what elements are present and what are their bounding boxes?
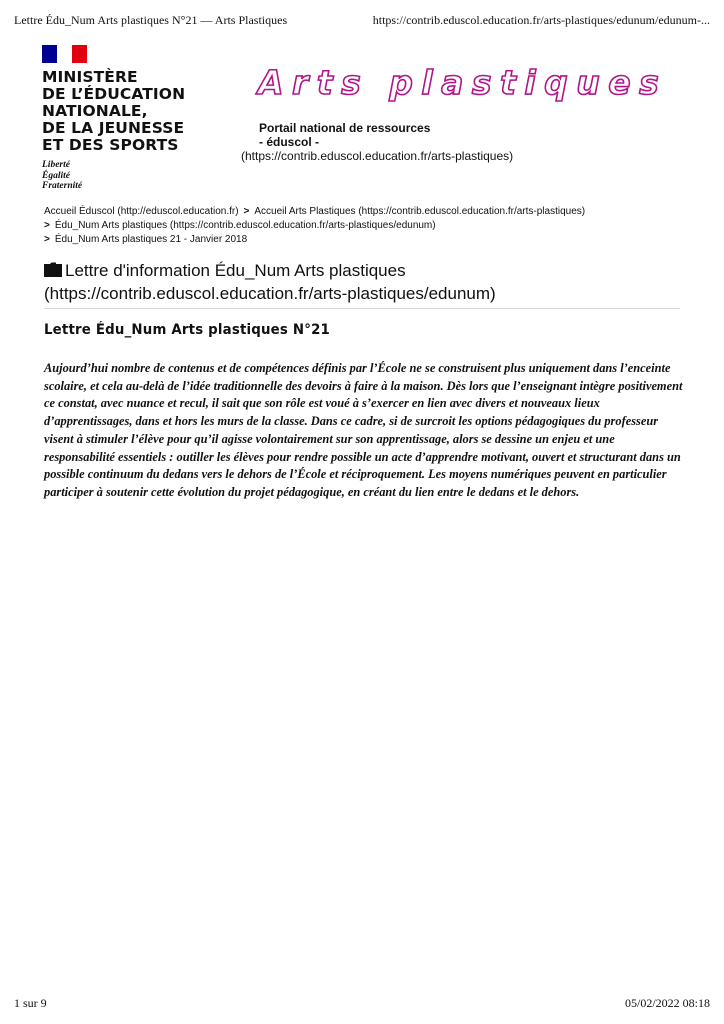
print-datetime: 05/02/2022 08:18 — [624, 996, 710, 1010]
page-number: 1 sur 9 — [14, 996, 47, 1010]
breadcrumb-arts-plastiques-home[interactable]: Accueil Arts Plastiques (https://contrib.eduscol.education.fr/arts-plastiques) — [254, 206, 586, 217]
portal-url: (https://contrib.eduscol.education.fr/arts-plastiques) — [241, 149, 514, 163]
breadcrumb-separator: > — [44, 234, 50, 245]
ministry-name: MINISTÈRE DE L’ÉDUCATION NATIONALE, DE LA JEUNESSE ET DES SPORTS — [42, 68, 186, 154]
breadcrumb — [44, 205, 684, 247]
site-title[interactable]: Arts plastiques — [258, 63, 668, 102]
breadcrumb-separator: > — [44, 220, 50, 231]
portal-link[interactable] — [228, 121, 518, 163]
divider — [44, 308, 680, 309]
article-intro — [44, 360, 684, 502]
section-heading[interactable] — [44, 260, 684, 305]
republic-motto: Liberté Égalité Fraternité — [42, 160, 83, 191]
intro-paragraph: Aujourd’hui nombre de contenus et de compétences définis par l’École ne se construisent plus uniquement dans l’enceinte scolaire, et cela au-delà de l’idée traditionnelle des devoirs à faire à la maison. Dès lors que l’enseignant intègre positivement ce constat, avec nuance et recul, il sait que son rôle est voué à s’exercer en lien avec divers et nouveaux lieux d’apprentissages, dans et hors les murs de la classe. Dans ce cadre, si de surcroit les options pédagogiques du professeur visent à stimuler l’élève pour qu’il agisse volontairement sur son apprentissage, alors se dessine un enjeu et une responsabilité essentiels : outiller les élèves pour rendre possible un acte d’apprendre motivant, ouvert et structurant dans un possible continuum du dedans vers le dehors de l’École et réciproquement. Les moyens numériques peuvent en particulier participer à soutenir cette évolution du projet pédagogique, en créant du lien entre le dedans et le dehors. — [44, 361, 683, 499]
breadcrumb-separator: > — [243, 206, 250, 217]
breadcrumb-eduscol-home[interactable]: Accueil Éduscol (http://eduscol.education.fr) — [44, 206, 239, 217]
breadcrumb-edunum[interactable]: Édu_Num Arts plastiques (https://contrib.eduscol.education.fr/arts-plastiques/edunum) — [54, 220, 436, 231]
section-heading-text: Lettre d'information Édu_Num Arts plastiques (https://contrib.eduscol.education.fr/arts-plastiques/edunum) — [44, 261, 496, 303]
breadcrumb-current: Édu_Num Arts plastiques 21 - Janvier 2018 — [54, 234, 248, 245]
article-title: Lettre Édu_Num Arts plastiques N°21 — [44, 322, 331, 338]
portal-line-1: Portail national de ressources — [259, 121, 431, 135]
folder-icon — [44, 261, 62, 283]
print-header-url: https://contrib.eduscol.education.fr/arts-plastiques/edunum/edunum-... — [372, 13, 710, 27]
print-header-title: Lettre Édu_Num Arts plastiques N°21 — Arts Plastiques — [14, 13, 288, 27]
portal-line-2: - éduscol - — [259, 135, 320, 149]
french-flag-icon — [42, 45, 87, 63]
ministry-logo[interactable] — [42, 45, 202, 192]
